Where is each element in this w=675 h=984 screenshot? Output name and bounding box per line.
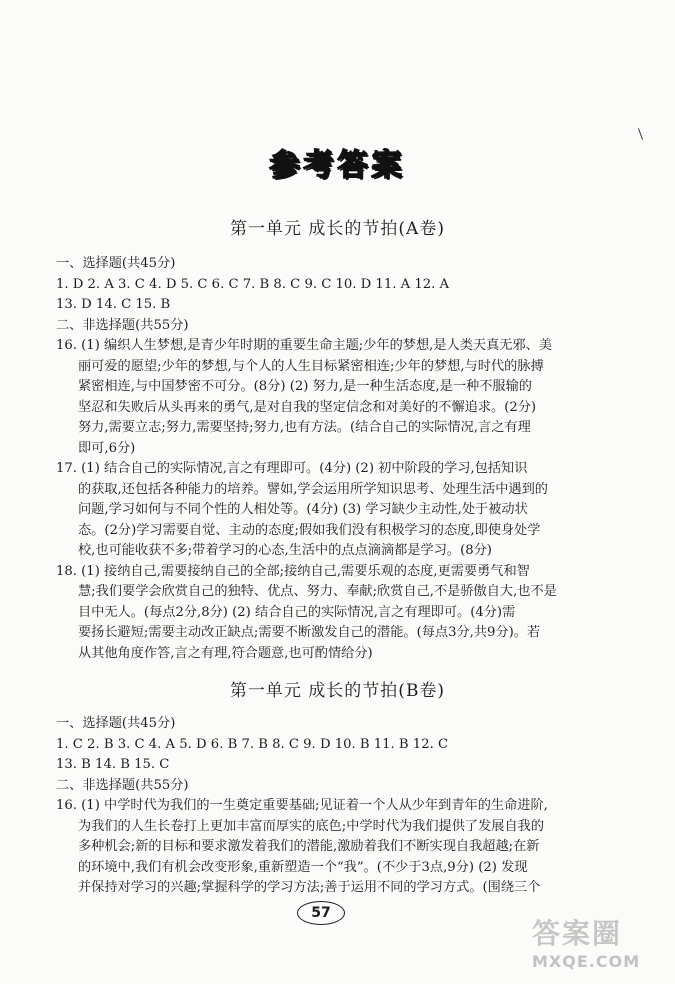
pen-mark <box>638 128 643 140</box>
watermark-bottom: MXQE.COM <box>532 952 641 971</box>
page-title: 参考答案 <box>269 148 406 183</box>
answer-line: 1. C 2. B 3. C 4. A 5. D 6. B 7. B 8. C 9. D 10. B 11. B 12. C <box>56 736 449 752</box>
answer-line: 1. D 2. A 3. C 4. D 5. C 6. C 7. B 8. C 9. C 10. D 11. A 12. A <box>56 276 450 292</box>
watermark-top: 答案圈 <box>532 917 623 950</box>
answer-line: 16. (1) 编织人生梦想,是青少年时期的重要生命主题;少年的梦想,是人类天真无邪、美 <box>56 338 553 353</box>
answer-line: 17. (1) 结合自己的实际情况,言之有理即可。(4分) (2) 初中阶段的学习,包括知识 <box>56 461 528 476</box>
answer-line: 即可,6分) <box>78 440 136 456</box>
answer-line: 13. B 14. B 15. C <box>56 757 170 772</box>
watermark-logo <box>532 912 672 980</box>
answer-line: 的获取,还包括各种能力的培养。譬如,学会运用所学知识思考、处理生活中遇到的 <box>78 481 548 497</box>
answer-line: 目中无人。(每点2分,8分) (2) 结合自己的实际情况,言之有理即可。(4分)需 <box>78 604 516 620</box>
answer-line: 18. (1) 接纳自己,需要接纳自己的全部;接纳自己,需要乐观的态度,更需要勇气和智 <box>56 563 530 579</box>
answer-line: 问题,学习如何与不同个性的人相处等。(4分) (3) 学习缺少主动性,处于被动状 <box>78 502 528 517</box>
answer-line: 13. D 14. C 15. B <box>56 297 171 312</box>
answer-line: 努力,需要立志;努力,需要坚持;努力,也有方法。(结合自己的实际情况,言之有理 <box>78 420 531 435</box>
answer-line: 态。(2分)学习需要自觉、主动的态度;假如我们没有积极学习的态度,即使身处学 <box>78 522 541 538</box>
section-a-content <box>56 254 646 664</box>
answer-line: 慧;我们要学会欣赏自己的独特、优点、努力、奉献;欣赏自己,不是骄傲自大,也不是 <box>78 584 557 599</box>
section-a-heading: 第一单元 成长的节拍(A卷) <box>230 219 445 239</box>
answer-line: 二、非选择题(共55分) <box>56 317 189 333</box>
page-number: 57 <box>297 901 345 925</box>
answer-line: 多种机会;新的目标和要求激发着我们的潜能,激励着我们不断实现自我超越;在新 <box>78 839 540 854</box>
answer-line: 并保持对学习的兴趣;掌握科学的学习方法;善于运用不同的学习方式。(围绕三个 <box>78 880 541 895</box>
answer-line: 校,也可能收获不多;带着学习的心态,生活中的点点滴滴都是学习。(8分) <box>78 543 492 558</box>
answer-line: 为我们的人生长卷打上更加丰富而厚实的底色;中学时代为我们提供了发展自我的 <box>78 818 545 834</box>
answer-line: 从其他角度作答,言之有理,符合题意,也可酌情给分) <box>78 645 373 661</box>
section-b-content <box>56 714 646 899</box>
answer-line: 坚忍和失败后从头再来的勇气,是对自我的坚定信念和对美好的不懈追求。(2分) <box>78 399 537 415</box>
answer-line: 二、非选择题(共55分) <box>56 777 189 793</box>
section-b-heading: 第一单元 成长的节拍(B卷) <box>229 681 446 701</box>
answer-line: 一、选择题(共45分) <box>56 256 176 271</box>
answer-line: 一、选择题(共45分) <box>56 716 176 731</box>
answer-line: 16. (1) 中学时代为我们的一生奠定重要基础;见证着一个人从少年到青年的生命进阶, <box>56 798 548 813</box>
answer-line: 丽可爱的愿望;少年的梦想,与个人的人生目标紧密相连;少年的梦想,与时代的脉搏 <box>78 358 544 374</box>
answer-line: 的环境中,我们有机会改变形象,重新塑造一个“我”。(不少于3点,9分) (2) 发现 <box>78 859 528 875</box>
answer-line: 紧密相连,与中国梦密不可分。(8分) (2) 努力,是一种生活态度,是一种不服输的 <box>78 379 532 394</box>
answer-line: 要扬长避短;需要主动改正缺点;需要不断激发自己的潜能。(每点3分,共9分)。若 <box>78 625 541 640</box>
